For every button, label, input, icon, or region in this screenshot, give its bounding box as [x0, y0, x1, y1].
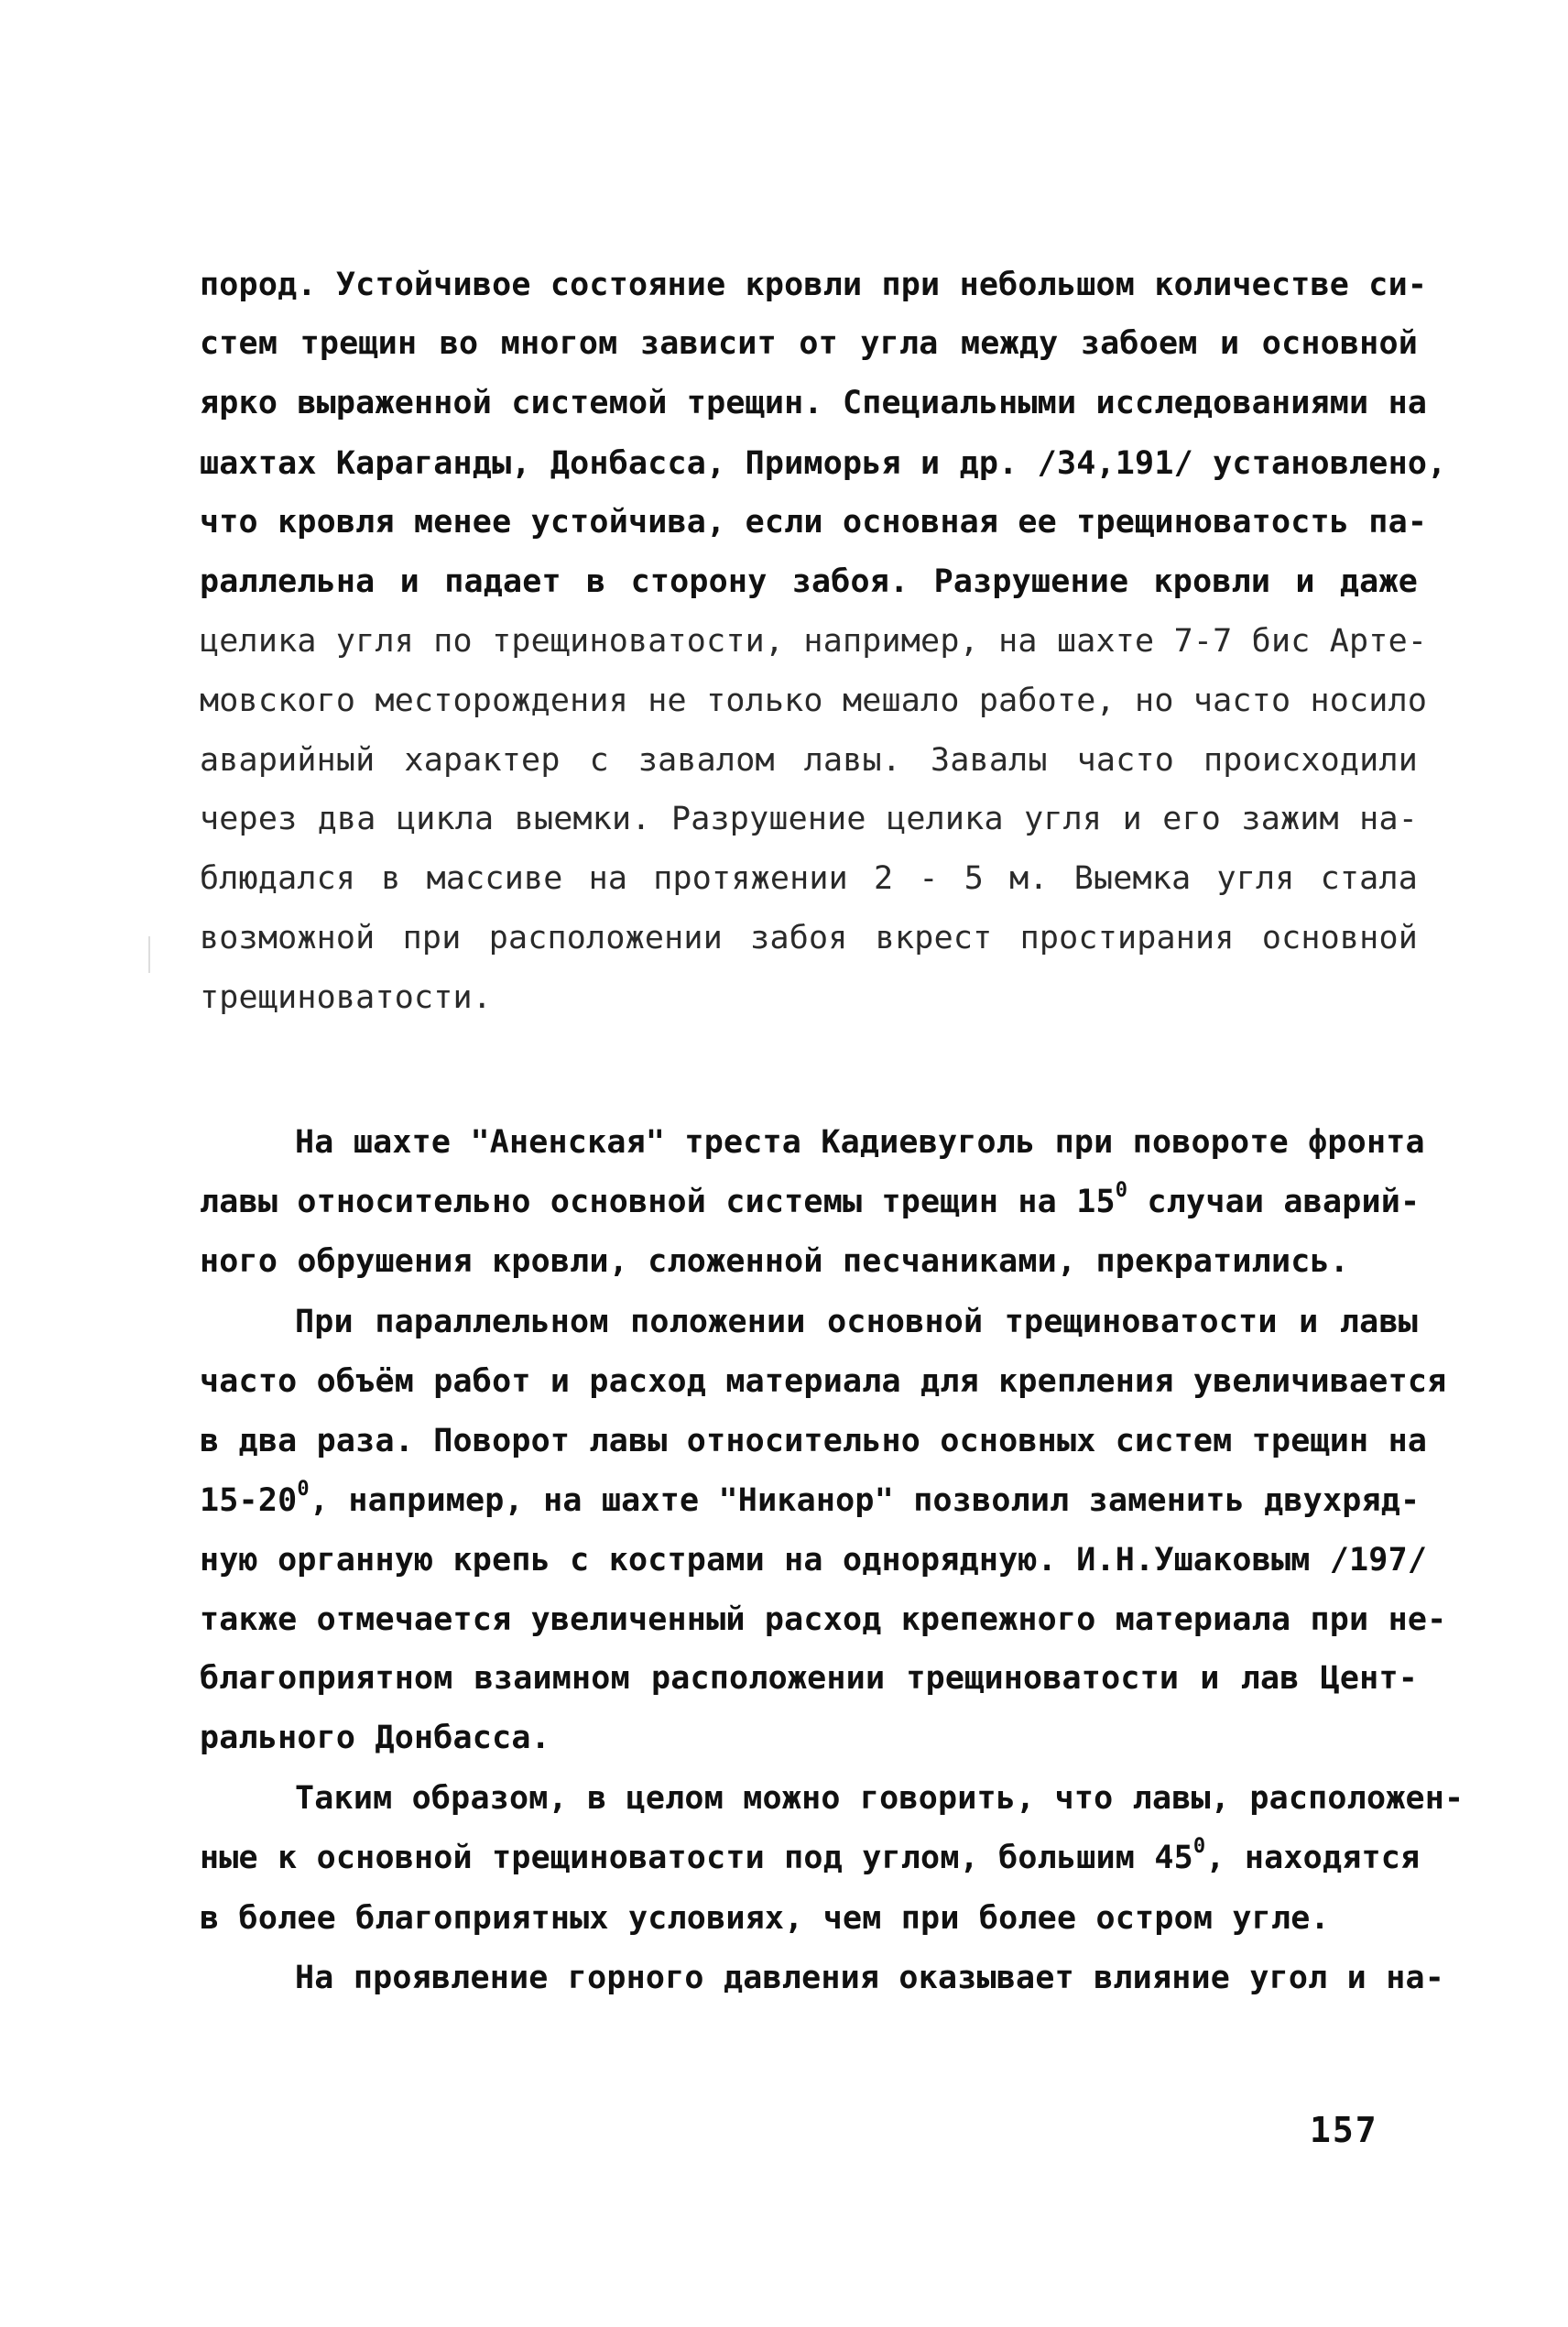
text-line: ярко выраженной системой трещин. Специальными исследованиями на [200, 385, 1428, 421]
text-line: мовского месторождения не только мешало работе, но часто носило [200, 683, 1428, 719]
text-segment: ные к основной трещиноватости под углом, большим 45 [200, 1840, 1193, 1876]
text-line: При параллельном положении основной трещиноватости и лавы [295, 1304, 1418, 1340]
text-line: возможной при расположении забоя вкрест простирания основной [200, 920, 1418, 956]
text-line: пород. Устойчивое состояние кровли при небольшом количестве си- [200, 267, 1428, 303]
text-line: рального Донбасса. [200, 1720, 550, 1756]
degree-superscript: 0 [1115, 1179, 1128, 1203]
text-line: через два цикла выемки. Разрушение целика угля и его зажим на- [200, 801, 1418, 837]
text-line: раллельна и падает в сторону забоя. Разрушение кровли и даже [200, 563, 1418, 600]
text-line: целика угля по трещиноватости, например, на шахте 7-7 бис Арте- [200, 623, 1428, 660]
text-line: благоприятном взаимном расположении трещиноватости и лав Цент- [200, 1660, 1418, 1697]
degree-superscript: 0 [297, 1478, 310, 1502]
text-line: стем трещин во многом зависит от угла между забоем и основной [200, 325, 1418, 362]
text-line: в два раза. Поворот лавы относительно основных систем трещин на [200, 1423, 1428, 1459]
text-line: также отмечается увеличенный расход крепежного материала при не- [200, 1601, 1447, 1638]
text-line: трещиноватости. [200, 979, 493, 1016]
text-line: ную органную крепь с кострами на однорядную. И.Н.Ушаковым /197/ [200, 1542, 1428, 1579]
degree-superscript: 0 [1192, 1835, 1206, 1859]
text-line: блюдался в массиве на протяжении 2 - 5 м. Выемка угля стала [200, 860, 1418, 897]
text-line: шахтах Караганды, Донбасса, Приморья и др. /34,191/ установлено, [200, 445, 1447, 482]
text-segment: , например, на шахте "Никанор" позволил заменить двухряд- [309, 1482, 1421, 1519]
text-segment: 15-20 [200, 1482, 298, 1519]
text-line: что кровля менее устойчива, если основная ее трещиноватость па- [200, 504, 1428, 541]
text-line [200, 1179, 1421, 1222]
text-segment: лавы относительно основной системы трещин на 15 [200, 1184, 1116, 1220]
text-line: Таким образом, в целом можно говорить, что лавы, расположен- [295, 1780, 1465, 1817]
text-line: аварийный характер с завалом лавы. Завалы часто происходили [200, 742, 1418, 779]
margin-mark [148, 936, 150, 973]
text-line: На проявление горного давления оказывает влияние угол и на- [295, 1960, 1445, 1996]
text-line: в более благоприятных условиях, чем при более остром угле. [200, 1900, 1330, 1937]
text-segment: случаи аварий- [1127, 1184, 1421, 1220]
text-segment: , находятся [1205, 1840, 1421, 1876]
page-number: 157 [1310, 2110, 1378, 2150]
text-line [200, 1835, 1421, 1878]
text-line [200, 1478, 1421, 1521]
text-line: ного обрушения кровли, сложенной песчаниками, прекратились. [200, 1243, 1350, 1280]
text-line: На шахте "Аненская" треста Кадиевуголь при повороте фронта [295, 1124, 1425, 1161]
text-line: часто объём работ и расход материала для крепления увеличивается [200, 1363, 1447, 1400]
